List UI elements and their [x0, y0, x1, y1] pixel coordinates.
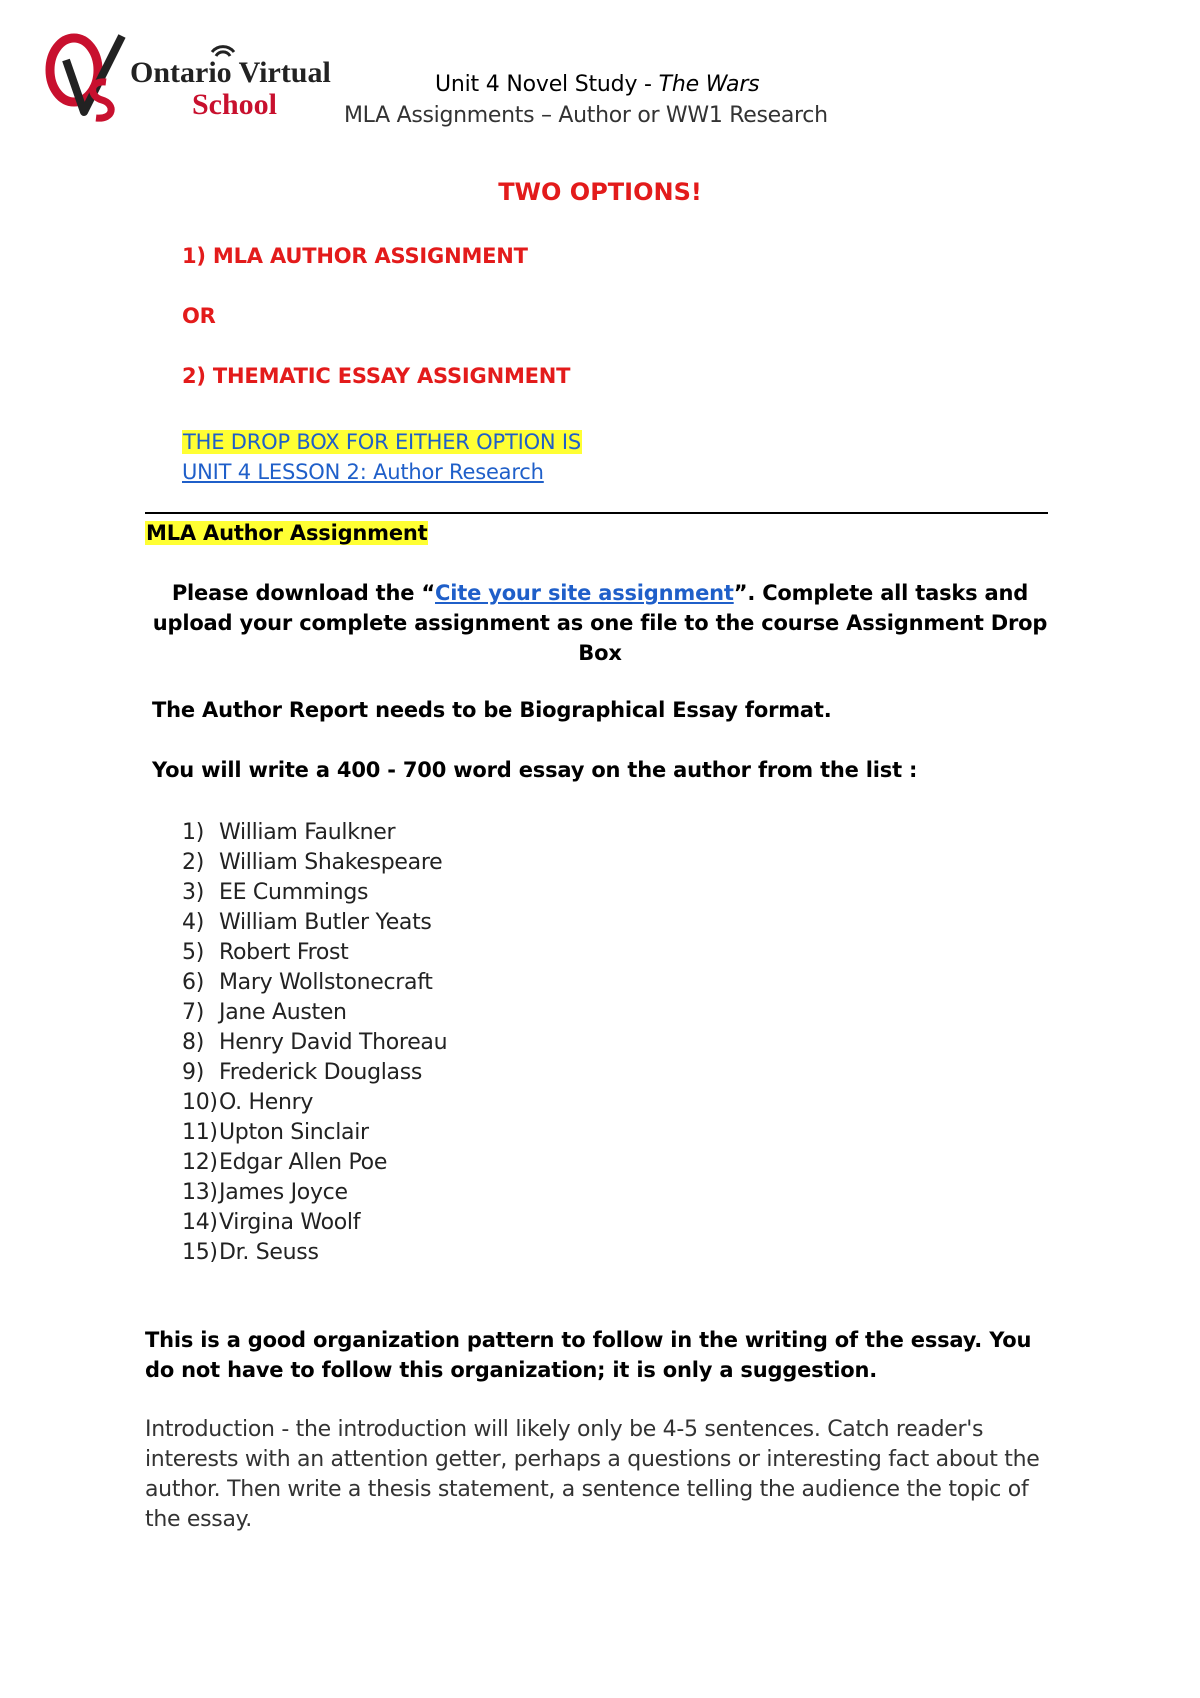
list-item: [182, 1208, 447, 1238]
list-item-author: Edgar Allen Poe: [219, 1150, 388, 1175]
list-item: [182, 1058, 447, 1088]
list-item: [182, 818, 447, 848]
option-1: 1) MLA AUTHOR ASSIGNMENT: [182, 244, 528, 268]
list-item-author: Dr. Seuss: [219, 1240, 319, 1265]
list-item: [182, 1028, 447, 1058]
list-item: [182, 848, 447, 878]
essay-line: You will write a 400 - 700 word essay on the author from the list :: [152, 758, 918, 782]
list-item-author: Jane Austen: [219, 1000, 347, 1025]
list-item: [182, 1238, 447, 1268]
organization-note: This is a good organization pattern to follow in the writing of the essay. You do not have to follow this organization; it is only a suggestion.: [145, 1328, 1032, 1382]
list-item: [182, 968, 447, 998]
list-item: [182, 878, 447, 908]
section-title: MLA Author Assignment: [146, 521, 428, 545]
list-item-author: Mary Wollstonecraft: [219, 970, 433, 995]
logo-line1: Ontario Virtual: [130, 56, 331, 89]
list-item-author: William Faulkner: [219, 820, 396, 845]
ovs-logo-mark: [44, 30, 384, 126]
dropbox-link[interactable]: UNIT 4 LESSON 2: Author Research: [182, 460, 544, 484]
list-item-number: 3): [182, 880, 204, 905]
author-list: [182, 818, 447, 1268]
list-item-number: 5): [182, 940, 204, 965]
list-item-author: Henry David Thoreau: [219, 1030, 448, 1055]
cite-your-site-link[interactable]: Cite your site assignment: [435, 581, 734, 605]
list-item-number: 7): [182, 1000, 204, 1025]
logo-s-shape: [93, 82, 112, 118]
list-item-number: 6): [182, 970, 204, 995]
list-item-author: William Butler Yeats: [219, 910, 432, 935]
list-item-number: 1): [182, 820, 204, 845]
list-item-author: James Joyce: [219, 1180, 348, 1205]
list-item-author: William Shakespeare: [219, 850, 443, 875]
list-item-number: 9): [182, 1060, 204, 1085]
list-item-author: Robert Frost: [219, 940, 349, 965]
list-item: [182, 938, 447, 968]
list-item-number: 14): [182, 1210, 218, 1235]
download-instructions: Please download the “Cite your site assignment”. Complete all tasks and upload your complete assignment as one file to the course Assignment Drop Box: [152, 581, 1048, 665]
options-heading: TWO OPTIONS!: [498, 178, 702, 206]
option-2: 2) THEMATIC ESSAY ASSIGNMENT: [182, 364, 571, 388]
list-item-number: 4): [182, 910, 204, 935]
list-item-author: O. Henry: [219, 1090, 314, 1115]
school-logo: [44, 30, 384, 126]
introduction-paragraph: Introduction - the introduction will likely only be 4-5 sentences. Catch reader's interests with an attention getter, perhaps a questions or interesting fact about the author. Then write a thesis statement, a sentence telling the audience the topic of the essay.: [145, 1417, 1040, 1532]
list-item-number: 15): [182, 1240, 218, 1265]
list-item-number: 2): [182, 850, 204, 875]
novel-title: The Wars: [658, 72, 760, 97]
list-item-number: 10): [182, 1090, 218, 1115]
list-item: [182, 1148, 447, 1178]
page-title: Unit 4 Novel Study - The Wars: [435, 72, 760, 97]
list-item-number: 12): [182, 1150, 218, 1175]
list-item: [182, 1118, 447, 1148]
option-or: OR: [182, 304, 216, 328]
list-item-number: 8): [182, 1030, 204, 1055]
logo-line2: School: [192, 88, 278, 121]
list-item-author: Virgina Woolf: [219, 1210, 361, 1235]
list-item-author: Frederick Douglass: [219, 1060, 423, 1085]
list-item-author: Upton Sinclair: [219, 1120, 369, 1145]
list-item: [182, 1178, 447, 1208]
page-subtitle: MLA Assignments – Author or WW1 Research: [344, 103, 828, 128]
format-line: The Author Report needs to be Biographical Essay format.: [152, 698, 832, 722]
list-item: [182, 1088, 447, 1118]
list-item-number: 11): [182, 1120, 218, 1145]
list-item-number: 13): [182, 1180, 218, 1205]
list-item-author: EE Cummings: [219, 880, 369, 905]
list-item: [182, 998, 447, 1028]
dropbox-note: THE DROP BOX FOR EITHER OPTION IS: [183, 430, 582, 454]
list-item: [182, 908, 447, 938]
divider: [145, 512, 1048, 514]
